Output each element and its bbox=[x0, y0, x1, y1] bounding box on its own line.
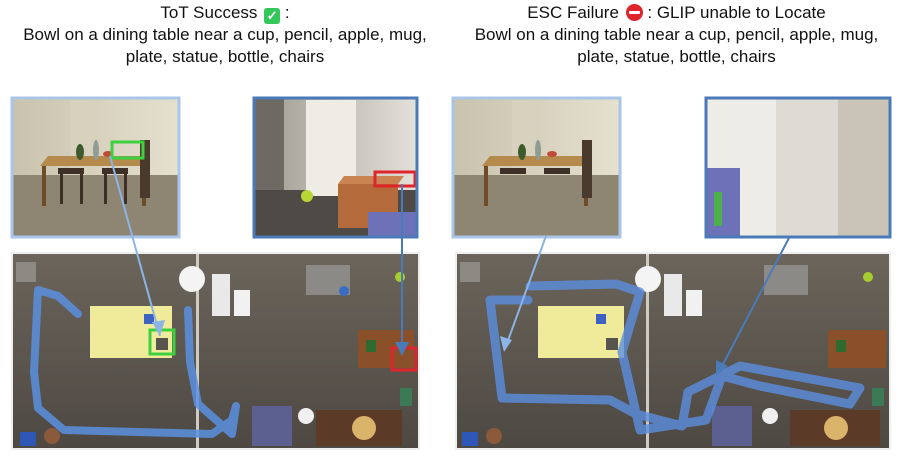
left-query-line2: plate, statue, bottle, chairs bbox=[125, 47, 325, 66]
right-query-line2: plate, statue, bottle, chairs bbox=[577, 47, 776, 66]
right-status-suffix: : GLIP unable to Locate bbox=[647, 3, 826, 22]
left-view-hallway bbox=[254, 98, 417, 237]
right-query-line1: Bowl on a dining table near a cup, pencil, apple, mug, bbox=[474, 25, 879, 44]
right-view-dining-room bbox=[453, 98, 620, 237]
check-mark-icon: ✓ bbox=[264, 8, 280, 24]
left-query-line1: Bowl on a dining table near a cup, pencil, apple, mug, bbox=[23, 25, 427, 44]
right-status-text: ESC Failure bbox=[527, 3, 619, 22]
left-status-text: ToT Success bbox=[160, 3, 258, 22]
left-view-dining-room bbox=[12, 98, 179, 237]
left-status-suffix: : bbox=[284, 3, 290, 22]
right-view-wall-corner bbox=[706, 98, 890, 237]
